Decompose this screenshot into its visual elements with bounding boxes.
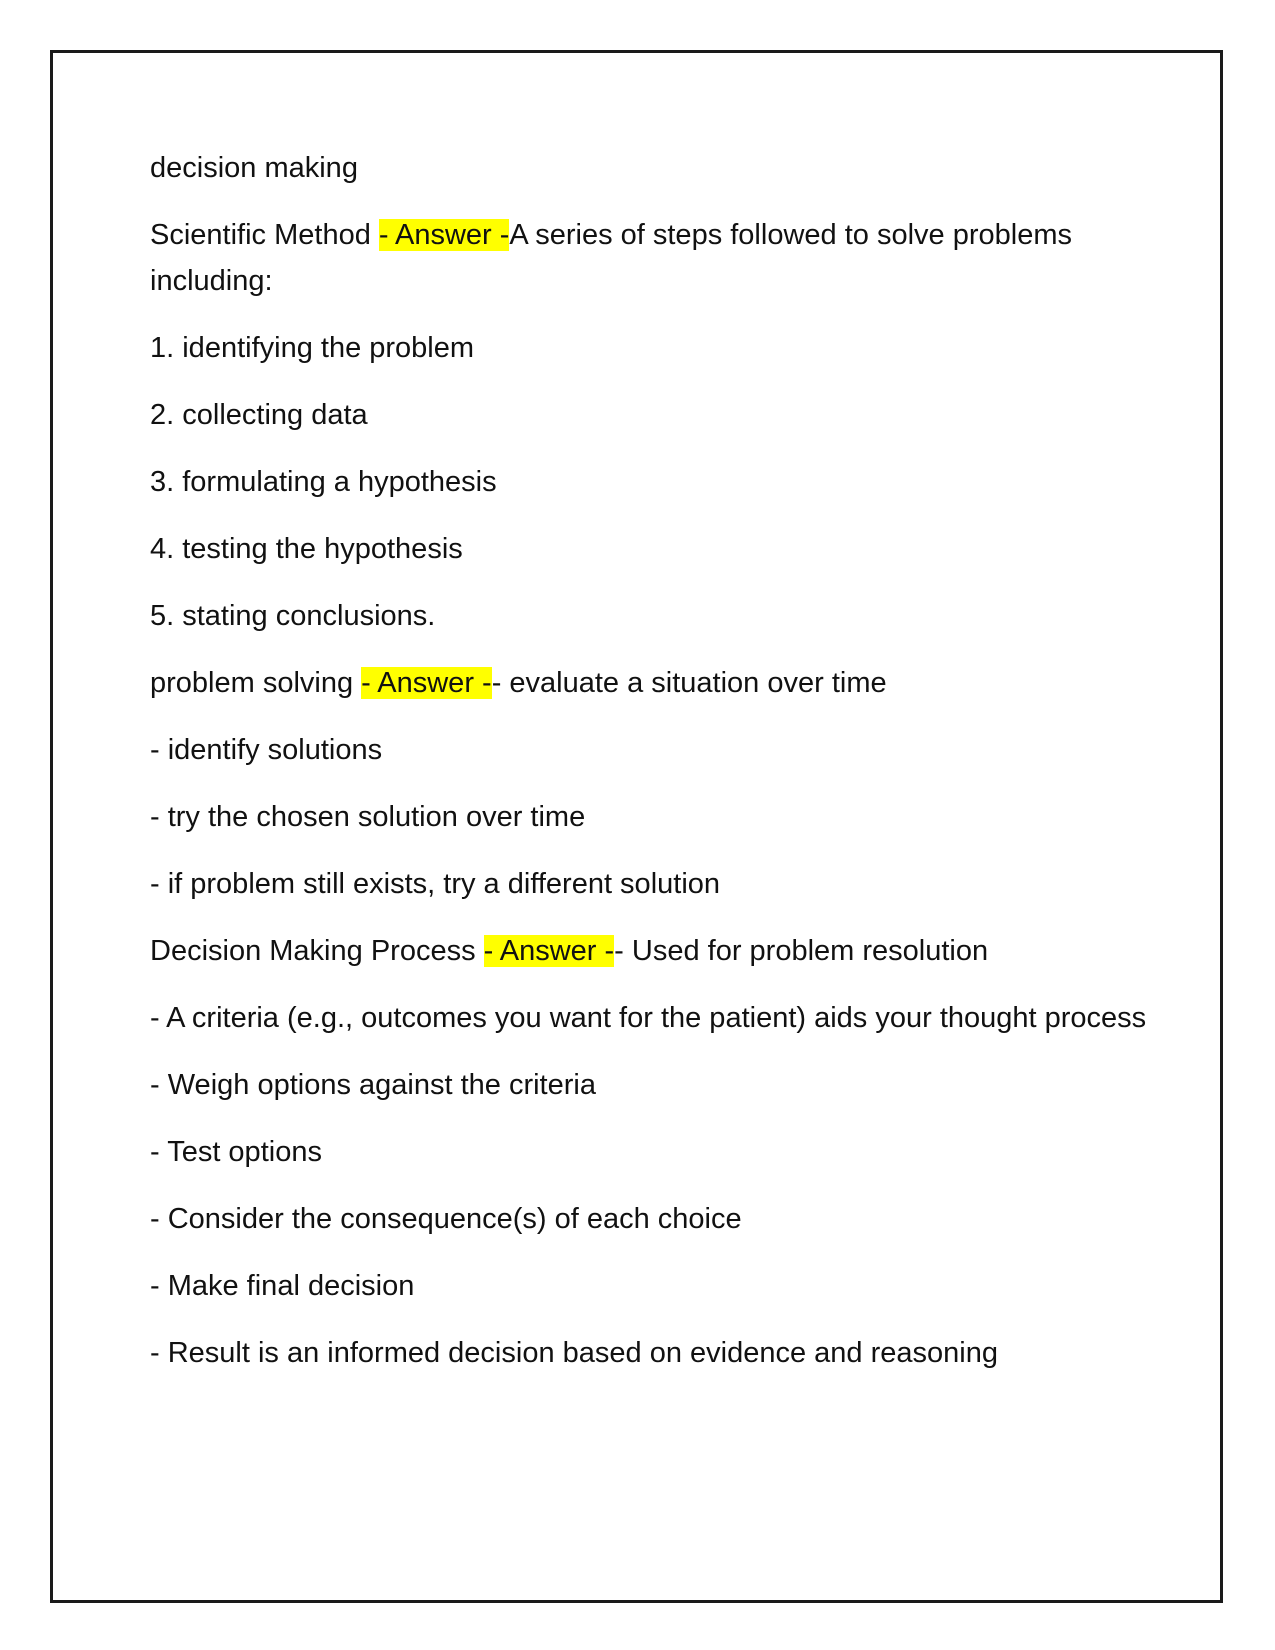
list-line: 4. testing the hypothesis (150, 533, 463, 565)
answer-highlight: - Answer - (361, 667, 492, 699)
list-line: - Make final decision (150, 1270, 415, 1302)
document-heading: decision making (150, 152, 358, 184)
entry-scientific-method (150, 212, 1150, 304)
entry-term: Decision Making Process (150, 935, 484, 967)
answer-highlight: - Answer - (378, 219, 510, 251)
entry-definition: - Used for problem resolution (614, 935, 989, 967)
list-line: 1. identifying the problem (150, 332, 475, 364)
list-line: - Consider the consequence(s) of each choice (150, 1203, 742, 1235)
list-line: - A criteria (e.g., outcomes you want for the patient) aids your thought process (150, 1002, 1147, 1034)
list-line: - try the chosen solution over time (150, 801, 586, 833)
entry-definition: A series of steps followed to solve problems including: (150, 219, 1072, 297)
list-line: - Test options (150, 1136, 322, 1168)
answer-highlight: - Answer - (483, 935, 615, 967)
list-line: - Weigh options against the criteria (150, 1069, 596, 1101)
list-line: 2. collecting data (150, 399, 368, 431)
entry-term: problem solving (150, 667, 362, 699)
list-line: - Result is an informed decision based on evidence and reasoning (150, 1337, 998, 1369)
list-line: 3. formulating a hypothesis (150, 466, 497, 498)
list-line: 5. stating conclusions. (150, 600, 436, 632)
entry-decision-making-process (150, 928, 1150, 974)
entry-term: Scientific Method (150, 219, 379, 251)
entry-problem-solving (150, 660, 1150, 706)
document-body (150, 145, 1150, 1397)
list-line: - if problem still exists, try a different solution (150, 868, 721, 900)
entry-definition: - evaluate a situation over time (491, 667, 887, 699)
list-line: - identify solutions (150, 734, 383, 766)
